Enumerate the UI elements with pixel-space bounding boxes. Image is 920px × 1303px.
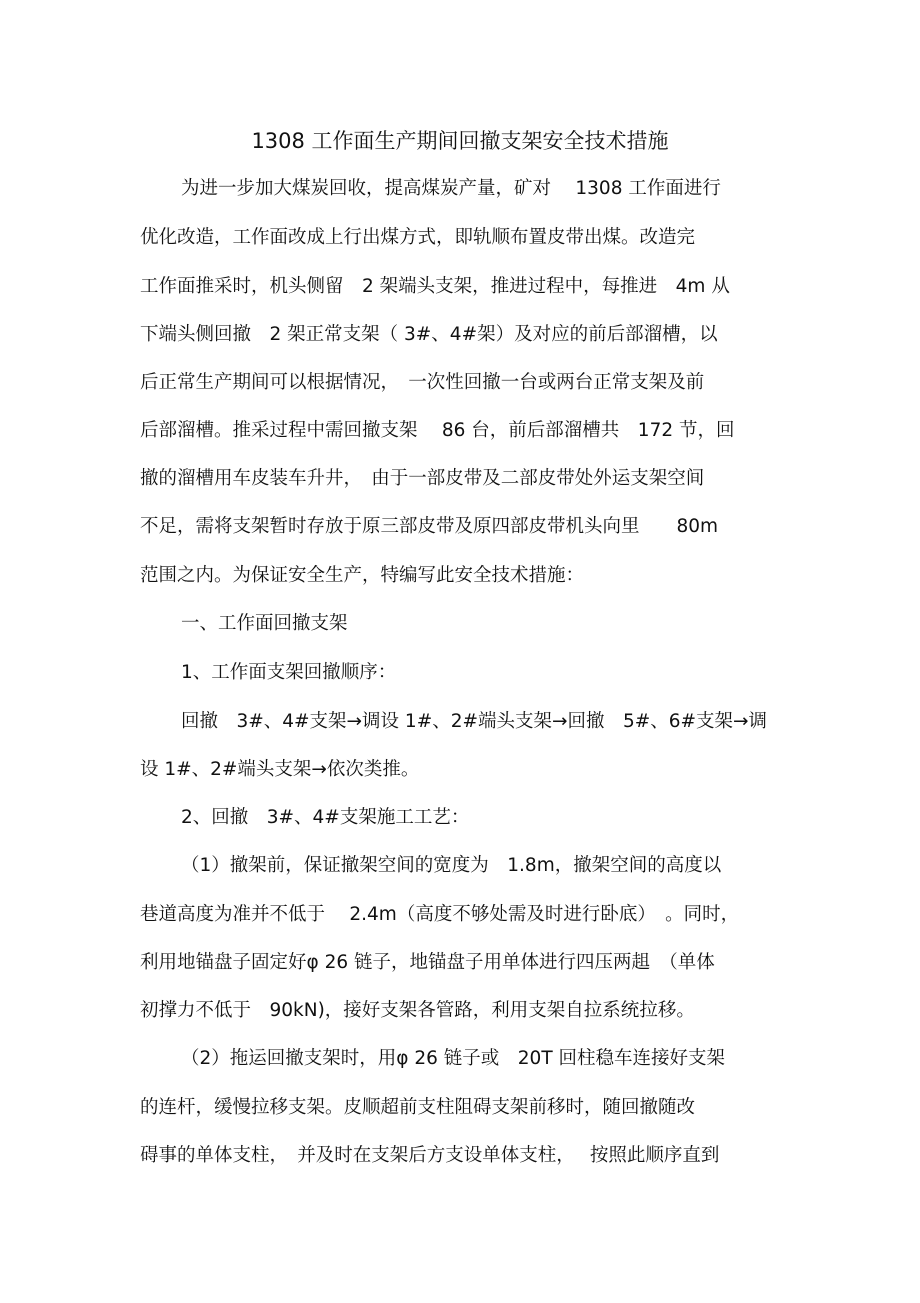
paragraph-line: （2）拖运回撤支架时，用φ 26 链子或 20T 回柱稳车连接好支架 [181, 1048, 725, 1069]
paragraph-line: 不足，需将支架暂时存放于原三部皮带及原四部皮带机头向里 80m [140, 516, 719, 537]
paragraph-line: 碍事的单体支柱， 并及时在支架后方支设单体支柱， 按照此顺序直到 [140, 1145, 720, 1166]
paragraph-line: 设 1#、2#端头支架→依次类推。 [140, 759, 420, 780]
paragraph-line: 优化改造，工作面改成上行出煤方式，即轨顺布置皮带出煤。改造完 [140, 227, 696, 248]
paragraph-line: 下端头侧回撤 2 架正常支架（ 3#、4#架）及对应的前后部溜槽，以 [140, 324, 718, 345]
paragraph-line: 撤的溜槽用车皮装车升井， 由于一部皮带及二部皮带处外运支架空间 [140, 468, 705, 489]
paragraph-line: 范围之内。为保证安全生产，特编写此安全技术措施： [140, 565, 585, 586]
subsection-heading: 2、回撤 3#、4#支架施工工艺： [181, 807, 470, 828]
document-title: 1308 工作面生产期间回撤支架安全技术措施 [251, 129, 669, 153]
paragraph-line: 巷道高度为准并不低于 2.4m（高度不够处需及时进行卧底） 。同时， [140, 904, 740, 925]
paragraph-line: 利用地锚盘子固定好φ 26 链子，地锚盘子用单体进行四压两趄 （单体 [140, 952, 715, 973]
paragraph-line: 的连杆，缓慢拉移支架。皮顺超前支柱阻碍支架前移时，随回撤随改 [140, 1097, 696, 1118]
paragraph-line: 后部溜槽。推采过程中需回撤支架 86 台，前后部溜槽共 172 节，回 [140, 420, 735, 441]
paragraph-line: 回撤 3#、4#支架→调设 1#、2#端头支架→回撤 5#、6#支架→调 [181, 711, 768, 732]
section-heading: 一、工作面回撤支架 [181, 613, 348, 634]
subsection-heading: 1、工作面支架回撤顺序： [181, 662, 397, 683]
paragraph-line: （1）撤架前，保证撤架空间的宽度为 1.8m，撤架空间的高度以 [181, 855, 722, 876]
paragraph-line: 初撑力不低于 90kN)，接好支架各管路，利用支架自拉系统拉移。 [140, 1000, 695, 1021]
paragraph-line: 工作面推采时，机头侧留 2 架端头支架，推进过程中，每推进 4m 从 [140, 276, 730, 297]
paragraph-line: 为进一步加大煤炭回收，提高煤炭产量，矿对 1308 工作面进行 [181, 178, 721, 199]
paragraph-line: 后正常生产期间可以根据情况， 一次性回撤一台或两台正常支架及前 [140, 372, 705, 393]
